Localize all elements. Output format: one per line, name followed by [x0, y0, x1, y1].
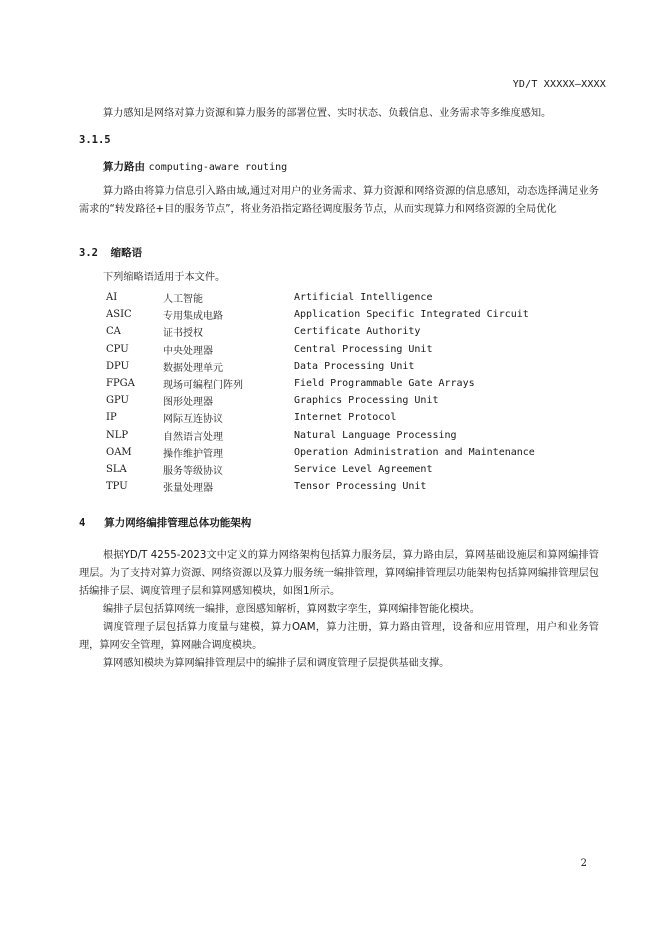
abbreviation-chinese: 中央处理器 — [163, 345, 213, 357]
section-4-paragraph: 根据YD/T 4255-2023文中定义的算力网络架构包括算力服务层，算力路由层，算网基础设施层和算网编排管理层。为了支持对算力资源、网络资源以及算力服务统一编排管理，算网编排管理层功能架构包括算网编排管理层包括编排子层、调度管理子层和算网感知模块，如图1所示。 — [79, 550, 599, 597]
section-4-paragraph: 编排子层包括算网统一编排，意图感知解析，算网数字孪生，算网编排智能化模块。 — [103, 604, 480, 615]
intro-paragraph: 算力感知是网络对算力资源和算力服务的部署位置、实时状态、负载信息、业务需求等多维度感知。 — [103, 108, 552, 119]
abbreviation-chinese: 张量处理器 — [163, 483, 213, 495]
abbreviation-english: Data Processing Unit — [294, 360, 415, 372]
abbreviation-english: Service Level Agreement — [294, 463, 433, 475]
abbreviation-english: Central Processing Unit — [294, 343, 433, 355]
abbreviation-code: OAM — [106, 446, 132, 458]
term-english: computing-aware routing — [148, 162, 288, 173]
abbreviation-code: GPU — [106, 395, 129, 407]
section-4-paragraph: 算网感知模块为算网编排管理层中的编排子层和调度管理子层提供基础支撑。 — [103, 658, 450, 669]
abbreviation-code: TPU — [106, 481, 128, 493]
abbreviation-english: Field Programmable Gate Arrays — [294, 378, 475, 390]
abbreviation-row — [106, 444, 535, 461]
abbreviation-code: NLP — [106, 429, 129, 441]
abbreviation-chinese: 人工智能 — [163, 294, 203, 306]
term-chinese: 算力路由 — [103, 161, 145, 173]
clause-3-2-title: 缩略语 — [110, 247, 143, 259]
abbreviation-code: SLA — [106, 463, 127, 475]
abbreviation-row — [106, 461, 535, 478]
abbreviations-table — [106, 289, 535, 495]
abbreviation-chinese: 操作维护管理 — [163, 448, 223, 460]
abbreviation-chinese: 现场可编程门阵列 — [163, 380, 243, 392]
abbreviation-row — [106, 427, 535, 444]
abbreviation-chinese: 专用集成电路 — [163, 311, 223, 323]
abbreviation-english: Internet Protocol — [294, 412, 397, 424]
abbreviation-code: CA — [106, 326, 121, 338]
section-4-title: 算力网络编排管理总体功能架构 — [104, 517, 252, 529]
abbreviation-english: Application Specific Integrated Circuit — [294, 309, 529, 321]
abbreviation-chinese: 网际互连协议 — [163, 414, 223, 426]
abbreviation-chinese: 服务等级协议 — [163, 465, 223, 477]
abbreviation-english: Graphics Processing Unit — [294, 395, 439, 407]
abbreviation-row — [106, 306, 535, 323]
abbreviation-chinese: 自然语言处理 — [163, 431, 223, 443]
abbreviation-row — [106, 323, 535, 340]
abbreviation-code: CPU — [106, 343, 129, 355]
abbreviation-code: IP — [106, 412, 117, 424]
abbreviation-row — [106, 478, 535, 495]
term-definition: 算力路由将算力信息引入路由域,通过对用户的业务需求、算力资源和网络资源的信息感知，动态选择满足业务需求的“转发路径+目的服务节点”，将业务沿指定路径调度服务节点，从而实现算力和网络资源的全局优化 — [79, 186, 599, 215]
abbreviation-code: DPU — [106, 360, 129, 372]
clause-3-1-5-number: 3.1.5 — [79, 134, 111, 146]
abbreviation-row — [106, 375, 535, 392]
page-number: 2 — [580, 858, 587, 869]
abbreviation-chinese: 证书授权 — [163, 328, 203, 340]
abbreviation-english: Operation Administration and Maintenance — [294, 446, 535, 458]
abbreviation-code: ASIC — [106, 309, 132, 321]
abbreviation-row — [106, 409, 535, 426]
section-4-heading — [79, 515, 251, 530]
abbreviation-code: AI — [106, 292, 118, 304]
abbreviation-english: Tensor Processing Unit — [294, 481, 427, 493]
abbreviation-row — [106, 289, 535, 306]
abbreviation-row — [106, 392, 535, 409]
abbreviation-english: Natural Language Processing — [294, 429, 457, 441]
section-4-paragraph: 调度管理子层包括算力度量与建模，算力OAM，算力注册，算力路由管理，设备和应用管理，用户和业务管理，算网安全管理，算网融合调度模块。 — [79, 622, 599, 651]
abbreviation-row — [106, 358, 535, 375]
abbreviation-english: Certificate Authority — [294, 326, 421, 338]
abbreviation-code: FPGA — [106, 378, 135, 390]
document-number-header: YD/T XXXXX—XXXX — [512, 79, 606, 90]
clause-3-2-number: 3.2 — [79, 247, 98, 259]
abbreviation-chinese: 图形处理器 — [163, 397, 213, 409]
abbreviation-chinese: 数据处理单元 — [163, 362, 223, 374]
clause-3-2-heading — [79, 245, 142, 260]
abbreviations-intro: 下列缩略语适用于本文件。 — [103, 272, 226, 283]
term-title — [103, 159, 287, 174]
abbreviation-row — [106, 341, 535, 358]
abbreviation-english: Artificial Intelligence — [294, 292, 433, 304]
section-4-number: 4 — [79, 517, 86, 529]
